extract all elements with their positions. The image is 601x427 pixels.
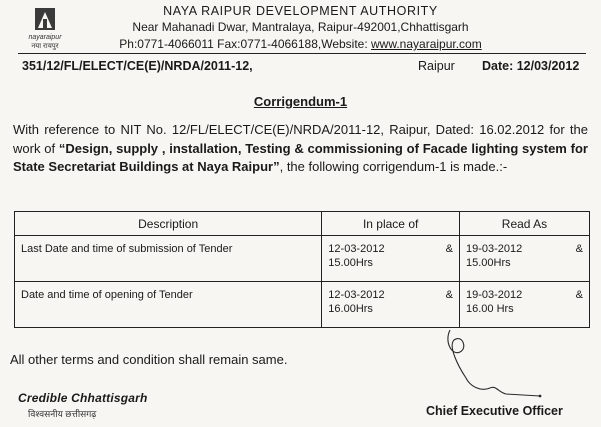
amp: & [445, 289, 453, 301]
table-row [15, 236, 590, 282]
signature-icon [440, 322, 570, 402]
read-as-time: 16.00 Hrs [465, 303, 514, 315]
letterhead-divider [18, 53, 586, 54]
row-in-place-of [322, 236, 460, 282]
in-place-time: 16.00Hrs [328, 303, 373, 315]
signatory-designation: Chief Executive Officer [426, 404, 563, 418]
website-link[interactable]: www.nayaraipur.com [371, 37, 482, 51]
amp: & [445, 243, 453, 255]
row-description: Last Date and time of submission of Tender [15, 236, 322, 282]
table-row [15, 282, 590, 328]
contact-line [0, 37, 601, 51]
closing-statement: All other terms and condition shall remain same. [10, 352, 288, 367]
logo-caption-english: nayaraipur [28, 34, 62, 41]
amp: & [575, 243, 583, 255]
in-place-date: 12-03-2012 [328, 243, 385, 255]
row-read-as [459, 236, 589, 282]
in-place-date: 12-03-2012 [328, 289, 385, 301]
body-intro: With reference to NIT No. 12/FL/ELECT/CE(E)/NRDA/2011-12, Raipur, Dated: 16.02.2012 for the work of [13, 122, 588, 156]
letter-date: Date: 12/03/2012 [482, 59, 580, 73]
column-header-in-place-of: In place of [322, 212, 460, 236]
in-place-time: 15.00Hrs [328, 257, 373, 269]
credible-chhattisgarh-hindi: विश्वसनीय छत्तीसगढ़ [28, 409, 97, 419]
contact-details: Ph:0771-4066011 Fax:0771-4066188,Website: [119, 37, 372, 51]
column-header-description: Description [15, 212, 322, 236]
corrigendum-table [14, 211, 590, 328]
read-as-time: 15.00Hrs [465, 257, 511, 269]
row-description: Date and time of opening of Tender [15, 282, 322, 328]
logo-caption-hindi: नया रायपुर [31, 43, 59, 50]
place: Raipur [418, 59, 455, 73]
table-header-row [15, 212, 590, 236]
row-read-as [459, 282, 589, 328]
column-header-read-as: Read As [459, 212, 589, 236]
body-paragraph [13, 121, 588, 177]
amp: & [575, 289, 583, 301]
organization-name: NAYA RAIPUR DEVELOPMENT AUTHORITY [163, 4, 438, 18]
work-title: “Design, supply , installation, Testing & commissioning of Facade lighting system for State Secretariat Buildings at Naya Raipur” [13, 140, 588, 174]
credible-chhattisgarh-logo: Credible Chhattisgarh [18, 391, 148, 405]
body-outro: , the following corrigendum-1 is made.:- [279, 159, 508, 174]
organization-address: Near Mahanadi Dwar, Mantralaya, Raipur-492001,Chhattisgarh [132, 20, 469, 34]
read-as-date: 19-03-2012 [465, 243, 523, 255]
read-as-date: 19-03-2012 [465, 289, 523, 301]
row-in-place-of [322, 282, 460, 328]
reference-number: 351/12/FL/ELECT/CE(E)/NRDA/2011-12, [22, 59, 253, 73]
document-heading: Corrigendum-1 [253, 94, 348, 109]
